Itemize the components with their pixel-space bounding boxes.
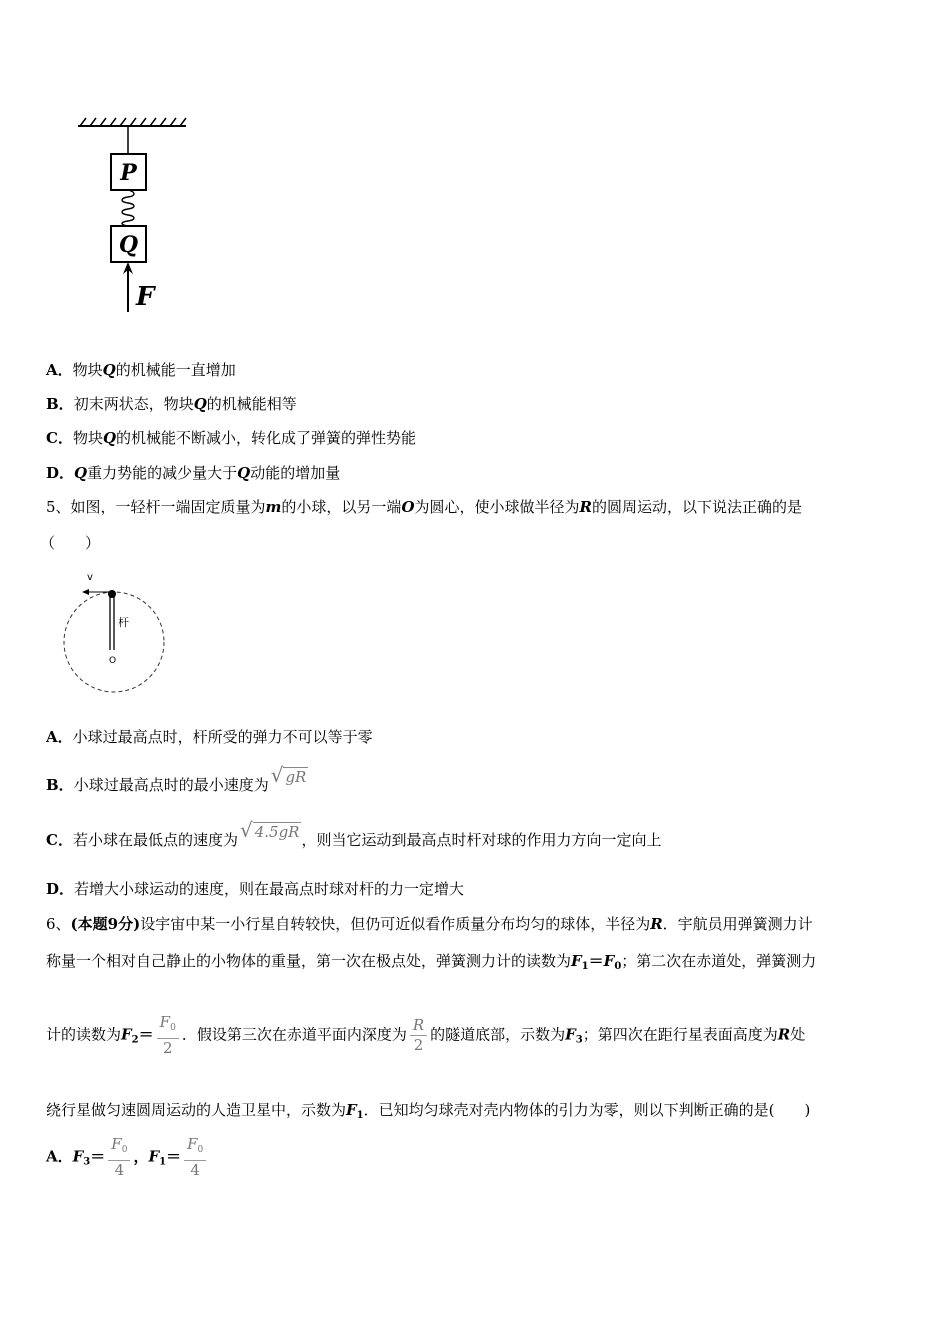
- velocity-label: v: [87, 572, 93, 583]
- q5-option-c: C．若小球在最低点的速度为 √ 4.5gR ，则当它运动到最高点时杆对球的作用力方向一定向上: [46, 821, 662, 857]
- circular-motion-diagram: [58, 566, 173, 706]
- q4-option-b: B．初末两状态，物块Q的机械能相等: [46, 395, 297, 413]
- fraction-f0-over-4: $\frac{F_0}{4}$: [184, 1136, 206, 1179]
- q6-line-2: 称量一个相对自己静止的小物体的重量，第一次在极点处，弹簧测力计的读数为$F_1=F_0$；第二次在赤道处，弹簧测力: [46, 952, 817, 972]
- q6-line-1: 6、(本题9分)设宇宙中某一小行星自转较快，但仍可近似看作质量分布均匀的球体，半径为R．宇航员用弹簧测力计: [46, 915, 813, 933]
- rod-label: 杆: [118, 616, 129, 629]
- block-q-label: Q: [118, 232, 139, 258]
- q4-option-d: D．Q重力势能的减少量大于Q动能的增加量: [46, 464, 341, 482]
- q6-line-3: 计的读数为$F_2=$ $\frac{F_0}{2}$ ．假设第三次在赤道平面内深度为 $\frac{R}{2}$ 的隧道底部，示数为$F_3$；第四次在距行星表面高度为R处: [46, 1013, 806, 1057]
- fraction-r-over-2: $\frac{R}{2}$: [410, 1017, 427, 1054]
- fraction-f0-over-4: $\frac{F_0}{4}$: [108, 1136, 130, 1179]
- option-label: A．: [46, 728, 73, 746]
- fraction-f0-over-2: $\frac{F_0}{2}$: [157, 1014, 179, 1057]
- velocity-arrow-head: [82, 589, 89, 595]
- sqrt-expression: √ gR: [270, 763, 307, 787]
- q5-answer-blank: （ ）: [40, 534, 101, 552]
- q4-option-a: A．物块Q的机械能一直增加: [46, 361, 236, 379]
- q4-option-c: C．物块Q的机械能不断减小，转化成了弹簧的弹性势能: [46, 429, 417, 447]
- option-label: A．: [46, 1147, 73, 1166]
- sqrt-expression: √ 4.5gR: [239, 818, 300, 842]
- q6-line-4: 绕行星做匀速圆周运动的人造卫星中，示数为$F_1$．已知均匀球壳对壳内物体的引力为零，则以下判断正确的是( ): [46, 1101, 811, 1121]
- option-label: B．: [46, 776, 74, 794]
- q5-option-d: D．若增大小球运动的速度，则在最高点时球对杆的力一定增大: [46, 880, 465, 898]
- spring-block-diagram: [70, 112, 200, 318]
- center-label: O: [109, 656, 117, 666]
- block-p-label: P: [120, 160, 137, 186]
- option-label: C．: [46, 429, 73, 447]
- q5-stem: 5、如图，一轻杆一端固定质量为m的小球，以另一端O为圆心，使小球做半径为R的圆周运动，以下说法正确的是: [46, 498, 803, 516]
- q6-option-a: A．$F_3=$ $\frac{F_0}{4}$ ，$F_1=$ $\frac{F_0}{4}$: [46, 1136, 209, 1183]
- spring-coil: [122, 190, 134, 226]
- q5-option-b: B．小球过最高点时的最小速度为 √ gR: [46, 768, 308, 800]
- ball: [108, 590, 116, 598]
- option-label: B．: [46, 395, 74, 413]
- option-label: D．: [46, 880, 75, 898]
- option-label: A．: [46, 361, 73, 379]
- option-label: D．: [46, 464, 75, 482]
- option-label: C．: [46, 831, 73, 849]
- q5-option-a: A．小球过最高点时，杆所受的弹力不可以等于零: [46, 728, 373, 746]
- force-label: F: [136, 282, 155, 312]
- ceiling-hatching: [80, 118, 186, 126]
